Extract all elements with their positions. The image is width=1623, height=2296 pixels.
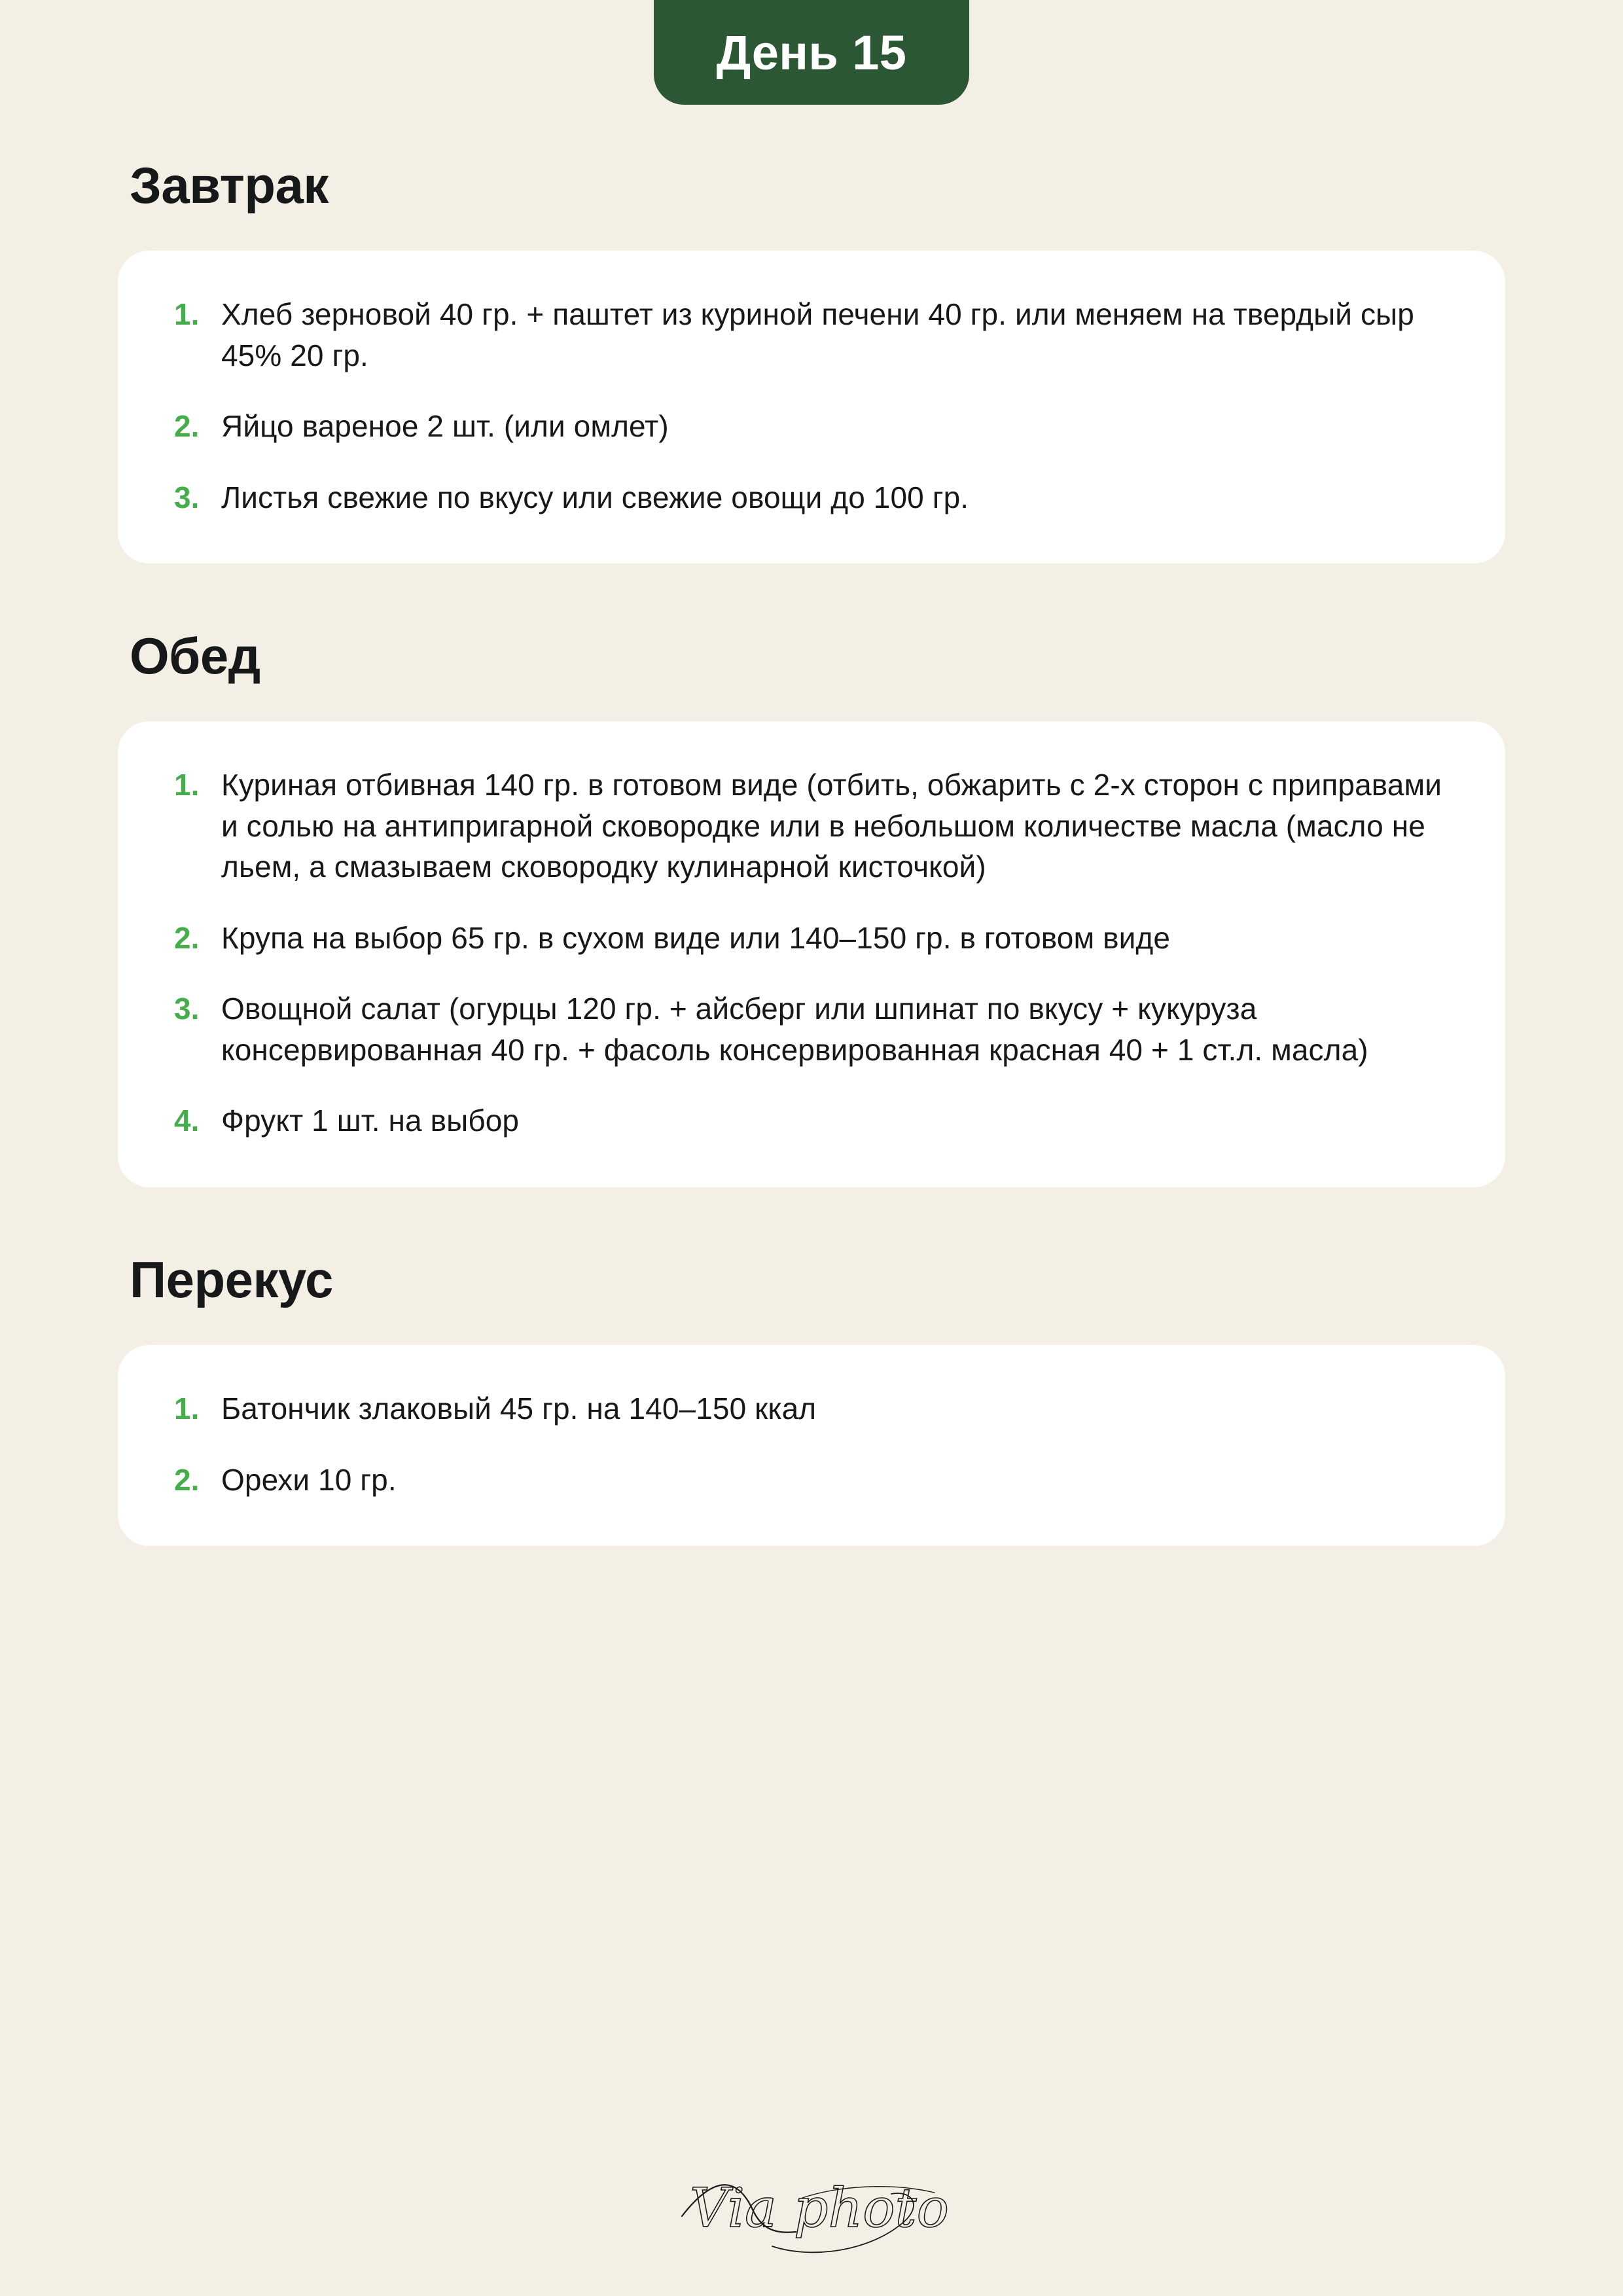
meal-item-number: 1. [174,1391,200,1426]
meal-item-number: 1. [174,297,200,331]
meal-item [170,988,1453,1070]
signature-icon [674,2153,949,2265]
meal-item-text: Овощной салат (огурцы 120 гр. + айсберг или шпинат по вкусу + кукуруза консервированная 40 гр. + фасоль консервированная красная 40 + 1 ст.л. масла) [221,992,1368,1067]
meal-item [170,477,1453,518]
day-badge: День 15 [654,0,970,105]
meal-item-list [170,1388,1453,1500]
meal-card [118,1345,1505,1546]
meal-item [170,406,1453,447]
meal-item-text: Хлеб зерновой 40 гр. + паштет из куриной печени 40 гр. или меняем на твердый сыр 45% 20 гр. [221,297,1414,372]
watermark-text: Via photo [690,2178,949,2240]
meal-section [118,156,1505,564]
meal-section [118,1250,1505,1546]
section-title: Завтрак [130,156,329,214]
section-title: Обед [130,627,260,685]
header-badge-row [0,0,1623,105]
meal-item-number: 2. [174,409,200,444]
meal-item-text: Орехи 10 гр. [221,1462,397,1497]
meal-item-number: 4. [174,1103,200,1138]
meal-item [170,1100,1453,1141]
meal-item-text: Яйцо вареное 2 шт. (или омлет) [221,409,669,444]
signature-flourish-right [772,2193,914,2252]
meal-item-number: 2. [174,1462,200,1497]
meal-item-number: 3. [174,992,200,1026]
meal-item-text: Фрукт 1 шт. на выбор [221,1103,520,1138]
signature-flourish-top [802,2187,935,2198]
meal-item-list [170,294,1453,518]
meal-item [170,764,1453,888]
meal-item [170,918,1453,959]
meal-item-number: 3. [174,480,200,514]
meal-item-text: Куриная отбивная 140 гр. в готовом виде (отбить, обжарить с 2-х сторон с приправами и солью на антипригарной сковородке или в небольшом количестве масла (масло не льем, а смазываем сковородку кулинарной кисточкой) [221,768,1442,884]
meal-item [170,1388,1453,1429]
meal-item-text: Батончик злаковый 45 гр. на 140–150 ккал [221,1391,817,1426]
signature-flourish-left [682,2185,796,2233]
meal-item-number: 1. [174,768,200,802]
meal-card [118,721,1505,1187]
section-title: Перекус [130,1251,333,1309]
meal-item [170,1460,1453,1501]
meal-plan-content [0,156,1623,1546]
meal-card [118,251,1505,564]
meal-item-text: Листья свежие по вкусу или свежие овощи до 100 гр. [221,480,969,514]
watermark [0,2153,1623,2265]
meal-item-number: 2. [174,920,200,955]
meal-section [118,626,1505,1187]
meal-item-list [170,764,1453,1141]
meal-item [170,294,1453,376]
meal-item-text: Крупа на выбор 65 гр. в сухом виде или 140–150 гр. в готовом виде [221,920,1171,955]
